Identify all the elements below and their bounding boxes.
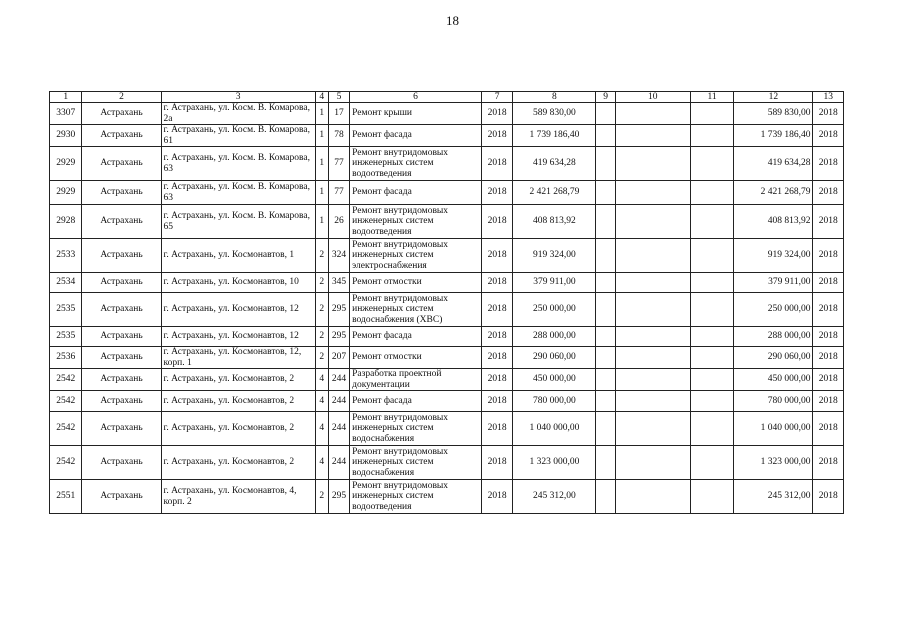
column-header: 5 xyxy=(328,92,349,103)
year-end-cell: 2018 xyxy=(813,147,844,181)
amount-cell: 2 421 268,79 xyxy=(513,181,596,205)
amount-cell: 419 634,28 xyxy=(513,147,596,181)
total-cell: 919 324,00 xyxy=(734,239,813,273)
column-11-cell xyxy=(690,125,734,147)
column-5-cell: 77 xyxy=(328,181,349,205)
table-body xyxy=(50,103,844,514)
year-cell: 2018 xyxy=(481,293,512,327)
record-id: 2929 xyxy=(50,147,82,181)
column-5-cell: 345 xyxy=(328,273,349,293)
year-cell: 2018 xyxy=(481,181,512,205)
record-id: 2930 xyxy=(50,125,82,147)
column-5-cell: 244 xyxy=(328,446,349,480)
column-11-cell xyxy=(690,347,734,369)
column-10-cell xyxy=(615,327,690,347)
column-4-cell: 2 xyxy=(315,480,328,514)
city-cell: Астрахань xyxy=(82,125,161,147)
column-5-cell: 207 xyxy=(328,347,349,369)
amount-cell: 450 000,00 xyxy=(513,369,596,391)
address-cell: г. Астрахань, ул. Космонавтов, 2 xyxy=(161,369,315,391)
column-4-cell: 1 xyxy=(315,103,328,125)
table-row xyxy=(50,369,844,391)
year-end-cell: 2018 xyxy=(813,103,844,125)
work-type-cell: Ремонт внутридомовых инженерных систем электроснабжения xyxy=(350,239,482,273)
work-type-cell: Ремонт отмостки xyxy=(350,347,482,369)
column-5-cell: 295 xyxy=(328,480,349,514)
city-cell: Астрахань xyxy=(82,103,161,125)
column-10-cell xyxy=(615,273,690,293)
record-id: 2542 xyxy=(50,412,82,446)
record-id: 2533 xyxy=(50,239,82,273)
year-cell: 2018 xyxy=(481,125,512,147)
column-5-cell: 295 xyxy=(328,327,349,347)
column-5-cell: 295 xyxy=(328,293,349,327)
total-cell: 250 000,00 xyxy=(734,293,813,327)
column-11-cell xyxy=(690,369,734,391)
page-number: 18 xyxy=(446,13,459,28)
column-4-cell: 2 xyxy=(315,293,328,327)
column-11-cell xyxy=(690,480,734,514)
column-10-cell xyxy=(615,181,690,205)
total-cell: 450 000,00 xyxy=(734,369,813,391)
year-cell: 2018 xyxy=(481,239,512,273)
amount-cell: 589 830,00 xyxy=(513,103,596,125)
year-end-cell: 2018 xyxy=(813,446,844,480)
header-row xyxy=(50,92,844,103)
year-cell: 2018 xyxy=(481,327,512,347)
column-9-cell xyxy=(596,103,615,125)
record-id: 3307 xyxy=(50,103,82,125)
column-4-cell: 2 xyxy=(315,347,328,369)
total-cell: 288 000,00 xyxy=(734,327,813,347)
column-9-cell xyxy=(596,293,615,327)
column-9-cell xyxy=(596,369,615,391)
column-4-cell: 1 xyxy=(315,181,328,205)
table-row xyxy=(50,391,844,412)
column-5-cell: 78 xyxy=(328,125,349,147)
record-id: 2929 xyxy=(50,181,82,205)
column-4-cell: 4 xyxy=(315,391,328,412)
work-type-cell: Ремонт внутридомовых инженерных систем водоснабжения (ХВС) xyxy=(350,293,482,327)
amount-cell: 245 312,00 xyxy=(513,480,596,514)
column-header: 11 xyxy=(690,92,734,103)
column-11-cell xyxy=(690,147,734,181)
table-row xyxy=(50,239,844,273)
column-10-cell xyxy=(615,480,690,514)
year-cell: 2018 xyxy=(481,391,512,412)
amount-cell: 919 324,00 xyxy=(513,239,596,273)
address-cell: г. Астрахань, ул. Косм. В. Комарова, 61 xyxy=(161,125,315,147)
column-4-cell: 1 xyxy=(315,205,328,239)
address-cell: г. Астрахань, ул. Косм. В. Комарова, 63 xyxy=(161,147,315,181)
record-id: 2542 xyxy=(50,446,82,480)
column-10-cell xyxy=(615,147,690,181)
column-header: 13 xyxy=(813,92,844,103)
column-4-cell: 4 xyxy=(315,446,328,480)
city-cell: Астрахань xyxy=(82,293,161,327)
column-header: 10 xyxy=(615,92,690,103)
table-row xyxy=(50,125,844,147)
address-cell: г. Астрахань, ул. Космонавтов, 12 xyxy=(161,327,315,347)
column-5-cell: 26 xyxy=(328,205,349,239)
year-end-cell: 2018 xyxy=(813,412,844,446)
amount-cell: 1 323 000,00 xyxy=(513,446,596,480)
record-id: 2551 xyxy=(50,480,82,514)
year-end-cell: 2018 xyxy=(813,125,844,147)
record-id: 2534 xyxy=(50,273,82,293)
year-cell: 2018 xyxy=(481,480,512,514)
column-11-cell xyxy=(690,273,734,293)
city-cell: Астрахань xyxy=(82,347,161,369)
column-10-cell xyxy=(615,347,690,369)
address-cell: г. Астрахань, ул. Космонавтов, 2 xyxy=(161,412,315,446)
city-cell: Астрахань xyxy=(82,147,161,181)
column-9-cell xyxy=(596,239,615,273)
city-cell: Астрахань xyxy=(82,369,161,391)
total-cell: 419 634,28 xyxy=(734,147,813,181)
work-type-cell: Ремонт внутридомовых инженерных систем водоотведения xyxy=(350,205,482,239)
column-11-cell xyxy=(690,205,734,239)
work-type-cell: Ремонт отмостки xyxy=(350,273,482,293)
column-10-cell xyxy=(615,412,690,446)
column-9-cell xyxy=(596,446,615,480)
column-5-cell: 244 xyxy=(328,369,349,391)
year-cell: 2018 xyxy=(481,412,512,446)
amount-cell: 250 000,00 xyxy=(513,293,596,327)
works-table xyxy=(49,91,844,514)
year-cell: 2018 xyxy=(481,103,512,125)
column-10-cell xyxy=(615,239,690,273)
record-id: 2536 xyxy=(50,347,82,369)
amount-cell: 780 000,00 xyxy=(513,391,596,412)
column-5-cell: 77 xyxy=(328,147,349,181)
total-cell: 290 060,00 xyxy=(734,347,813,369)
city-cell: Астрахань xyxy=(82,205,161,239)
year-end-cell: 2018 xyxy=(813,181,844,205)
work-type-cell: Ремонт фасада xyxy=(350,327,482,347)
column-9-cell xyxy=(596,480,615,514)
year-end-cell: 2018 xyxy=(813,480,844,514)
year-cell: 2018 xyxy=(481,273,512,293)
column-header: 7 xyxy=(481,92,512,103)
total-cell: 1 739 186,40 xyxy=(734,125,813,147)
year-end-cell: 2018 xyxy=(813,273,844,293)
table-row xyxy=(50,293,844,327)
address-cell: г. Астрахань, ул. Космонавтов, 10 xyxy=(161,273,315,293)
address-cell: г. Астрахань, ул. Космонавтов, 4, корп. 2 xyxy=(161,480,315,514)
column-11-cell xyxy=(690,293,734,327)
table-row xyxy=(50,347,844,369)
column-11-cell xyxy=(690,412,734,446)
column-5-cell: 17 xyxy=(328,103,349,125)
column-9-cell xyxy=(596,147,615,181)
table-row xyxy=(50,205,844,239)
column-4-cell: 1 xyxy=(315,125,328,147)
year-cell: 2018 xyxy=(481,446,512,480)
city-cell: Астрахань xyxy=(82,327,161,347)
work-type-cell: Ремонт внутридомовых инженерных систем водоотведения xyxy=(350,480,482,514)
address-cell: г. Астрахань, ул. Косм. В. Комарова, 63 xyxy=(161,181,315,205)
column-10-cell xyxy=(615,391,690,412)
year-end-cell: 2018 xyxy=(813,239,844,273)
address-cell: г. Астрахань, ул. Косм. В. Комарова, 2а xyxy=(161,103,315,125)
table-row xyxy=(50,412,844,446)
work-type-cell: Ремонт крыши xyxy=(350,103,482,125)
column-4-cell: 2 xyxy=(315,239,328,273)
column-4-cell: 1 xyxy=(315,147,328,181)
column-4-cell: 2 xyxy=(315,327,328,347)
column-header: 12 xyxy=(734,92,813,103)
column-9-cell xyxy=(596,205,615,239)
column-9-cell xyxy=(596,273,615,293)
column-header: 2 xyxy=(82,92,161,103)
column-header: 6 xyxy=(350,92,482,103)
work-type-cell: Ремонт внутридомовых инженерных систем водоотведения xyxy=(350,147,482,181)
record-id: 2535 xyxy=(50,293,82,327)
work-type-cell: Ремонт фасада xyxy=(350,181,482,205)
column-10-cell xyxy=(615,293,690,327)
year-end-cell: 2018 xyxy=(813,369,844,391)
amount-cell: 1 739 186,40 xyxy=(513,125,596,147)
amount-cell: 288 000,00 xyxy=(513,327,596,347)
year-end-cell: 2018 xyxy=(813,327,844,347)
year-end-cell: 2018 xyxy=(813,293,844,327)
work-type-cell: Ремонт внутридомовых инженерных систем водоснабжения xyxy=(350,446,482,480)
table-row xyxy=(50,103,844,125)
total-cell: 2 421 268,79 xyxy=(734,181,813,205)
total-cell: 245 312,00 xyxy=(734,480,813,514)
city-cell: Астрахань xyxy=(82,412,161,446)
amount-cell: 379 911,00 xyxy=(513,273,596,293)
address-cell: г. Астрахань, ул. Космонавтов, 2 xyxy=(161,446,315,480)
column-header: 8 xyxy=(513,92,596,103)
column-9-cell xyxy=(596,412,615,446)
work-type-cell: Ремонт внутридомовых инженерных систем водоснабжения xyxy=(350,412,482,446)
column-9-cell xyxy=(596,327,615,347)
city-cell: Астрахань xyxy=(82,273,161,293)
work-type-cell: Ремонт фасада xyxy=(350,391,482,412)
year-cell: 2018 xyxy=(481,147,512,181)
total-cell: 408 813,92 xyxy=(734,205,813,239)
column-4-cell: 4 xyxy=(315,412,328,446)
record-id: 2928 xyxy=(50,205,82,239)
column-11-cell xyxy=(690,181,734,205)
column-10-cell xyxy=(615,103,690,125)
total-cell: 379 911,00 xyxy=(734,273,813,293)
amount-cell: 408 813,92 xyxy=(513,205,596,239)
column-header: 9 xyxy=(596,92,615,103)
address-cell: г. Астрахань, ул. Косм. В. Комарова, 65 xyxy=(161,205,315,239)
column-11-cell xyxy=(690,446,734,480)
column-10-cell xyxy=(615,369,690,391)
address-cell: г. Астрахань, ул. Космонавтов, 2 xyxy=(161,391,315,412)
table-row xyxy=(50,181,844,205)
column-header: 4 xyxy=(315,92,328,103)
column-10-cell xyxy=(615,205,690,239)
total-cell: 1 040 000,00 xyxy=(734,412,813,446)
column-5-cell: 324 xyxy=(328,239,349,273)
column-4-cell: 4 xyxy=(315,369,328,391)
work-type-cell: Ремонт фасада xyxy=(350,125,482,147)
city-cell: Астрахань xyxy=(82,391,161,412)
year-end-cell: 2018 xyxy=(813,205,844,239)
table-row xyxy=(50,273,844,293)
city-cell: Астрахань xyxy=(82,181,161,205)
table-row xyxy=(50,147,844,181)
year-end-cell: 2018 xyxy=(813,347,844,369)
city-cell: Астрахань xyxy=(82,446,161,480)
column-11-cell xyxy=(690,327,734,347)
column-header: 1 xyxy=(50,92,82,103)
table-row xyxy=(50,480,844,514)
city-cell: Астрахань xyxy=(82,480,161,514)
year-cell: 2018 xyxy=(481,347,512,369)
record-id: 2542 xyxy=(50,369,82,391)
column-5-cell: 244 xyxy=(328,391,349,412)
column-10-cell xyxy=(615,446,690,480)
column-11-cell xyxy=(690,239,734,273)
record-id: 2542 xyxy=(50,391,82,412)
column-9-cell xyxy=(596,125,615,147)
column-4-cell: 2 xyxy=(315,273,328,293)
column-9-cell xyxy=(596,181,615,205)
work-type-cell: Разработка проектной документации xyxy=(350,369,482,391)
table-row xyxy=(50,327,844,347)
column-11-cell xyxy=(690,391,734,412)
total-cell: 780 000,00 xyxy=(734,391,813,412)
table-row xyxy=(50,446,844,480)
total-cell: 1 323 000,00 xyxy=(734,446,813,480)
year-cell: 2018 xyxy=(481,369,512,391)
year-end-cell: 2018 xyxy=(813,391,844,412)
column-9-cell xyxy=(596,391,615,412)
amount-cell: 290 060,00 xyxy=(513,347,596,369)
column-9-cell xyxy=(596,347,615,369)
year-cell: 2018 xyxy=(481,205,512,239)
address-cell: г. Астрахань, ул. Космонавтов, 1 xyxy=(161,239,315,273)
column-header: 3 xyxy=(161,92,315,103)
column-10-cell xyxy=(615,125,690,147)
column-11-cell xyxy=(690,103,734,125)
record-id: 2535 xyxy=(50,327,82,347)
address-cell: г. Астрахань, ул. Космонавтов, 12, корп. 1 xyxy=(161,347,315,369)
address-cell: г. Астрахань, ул. Космонавтов, 12 xyxy=(161,293,315,327)
total-cell: 589 830,00 xyxy=(734,103,813,125)
column-5-cell: 244 xyxy=(328,412,349,446)
amount-cell: 1 040 000,00 xyxy=(513,412,596,446)
city-cell: Астрахань xyxy=(82,239,161,273)
